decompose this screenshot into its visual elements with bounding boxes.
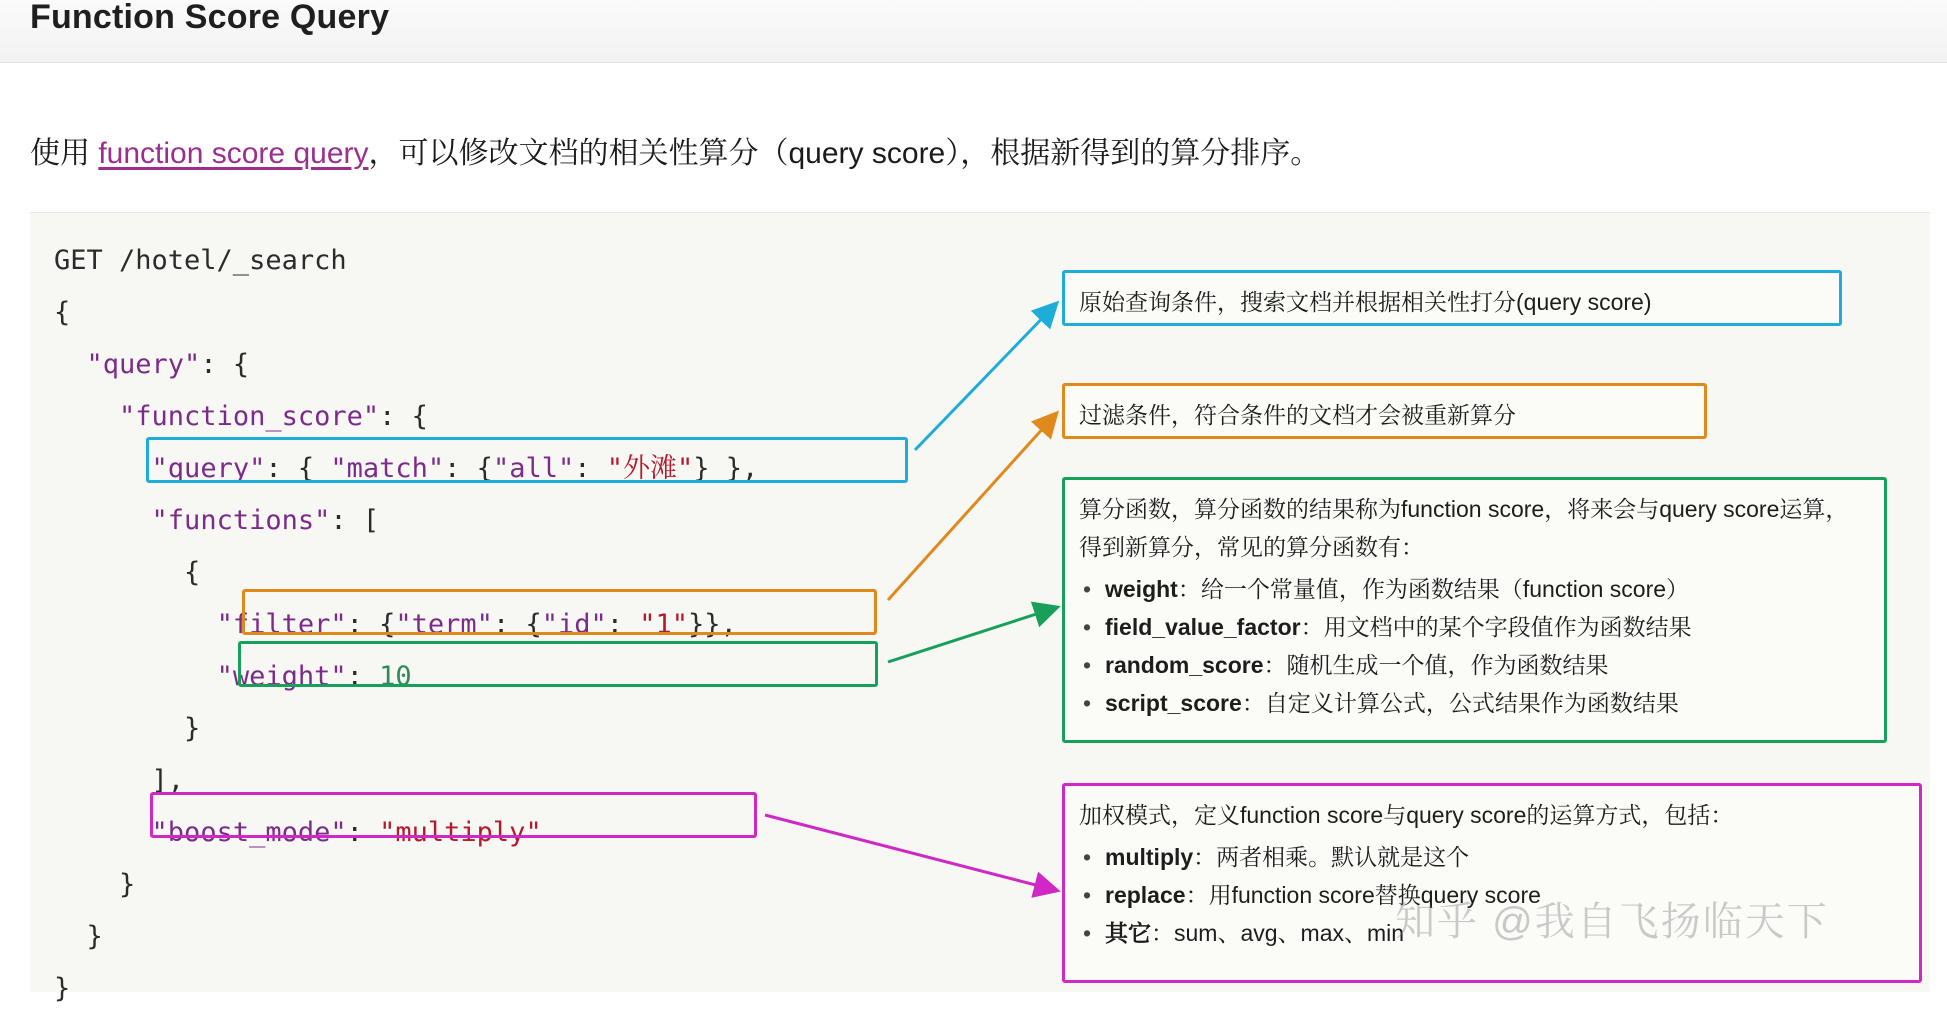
callout-functions <box>1062 477 1887 743</box>
code-block: GET /hotel/_search { "query": { "function_score": { "query": { "match": {"all": "外滩"} }, "functions": [ { "filter": {"term": {"id": "1"}}, "weight": 10 } ], "boost_mode": "multiply" } } } <box>54 245 759 1004</box>
callout-filter <box>1062 383 1707 439</box>
list-item <box>1105 570 1870 608</box>
list-item <box>1105 838 1905 876</box>
desc-multiply: ：两者相乘。默认就是这个 <box>1193 844 1470 870</box>
title-bar <box>0 0 1947 63</box>
callout-functions-intro: 算分函数，算分函数的结果称为function score，将来会与query score运算，得到新算分，常见的算分函数有： <box>1079 496 1849 560</box>
term-multiply: multiply <box>1105 844 1194 870</box>
desc-script-score: ：自定义计算公式，公式结果作为函数结果 <box>1241 690 1679 716</box>
watermark: 知乎 @我自飞扬临天下 <box>1395 900 1829 944</box>
list-item <box>1105 608 1870 646</box>
term-script-score: script_score <box>1105 690 1242 716</box>
callout-boost-mode <box>1062 783 1922 983</box>
highlight-boost-mode-line <box>150 792 757 838</box>
highlight-filter-line <box>242 589 877 635</box>
desc-others: ：sum、avg、max、min <box>1151 920 1405 946</box>
callout-functions-list <box>1079 570 1870 722</box>
list-item <box>1105 684 1870 722</box>
intro-before: 使用 <box>30 137 99 170</box>
callout-boost-mode-intro: 加权模式，定义function score与query score的运算方式，包括： <box>1079 802 1734 828</box>
term-weight: weight <box>1105 576 1178 602</box>
desc-replace: ：用function score替换query score <box>1185 882 1541 908</box>
intro-paragraph <box>30 128 1320 172</box>
desc-random-score: ：随机生成一个值，作为函数结果 <box>1263 652 1609 678</box>
intro-after: ，可以修改文档的相关性算分（query score），根据新得到的算分排序。 <box>368 137 1321 170</box>
page-title: Function Score Query <box>30 0 390 36</box>
term-others: 其它 <box>1105 920 1151 946</box>
callout-query-text: 原始查询条件，搜索文档并根据相关性打分(query score) <box>1079 289 1652 315</box>
function-score-query-link[interactable]: function score query <box>98 137 369 170</box>
term-replace: replace <box>1105 882 1186 908</box>
highlight-query-line <box>146 437 908 483</box>
term-field-value-factor: field_value_factor <box>1105 614 1301 640</box>
highlight-weight-line <box>238 641 878 687</box>
callout-filter-text: 过滤条件，符合条件的文档才会被重新算分 <box>1079 402 1516 428</box>
list-item <box>1105 646 1870 684</box>
desc-weight: ：给一个常量值，作为函数结果（function score） <box>1177 576 1690 602</box>
callout-query <box>1062 270 1842 326</box>
term-random-score: random_score <box>1105 652 1264 678</box>
desc-field-value-factor: ：用文档中的某个字段值作为函数结果 <box>1300 614 1692 640</box>
